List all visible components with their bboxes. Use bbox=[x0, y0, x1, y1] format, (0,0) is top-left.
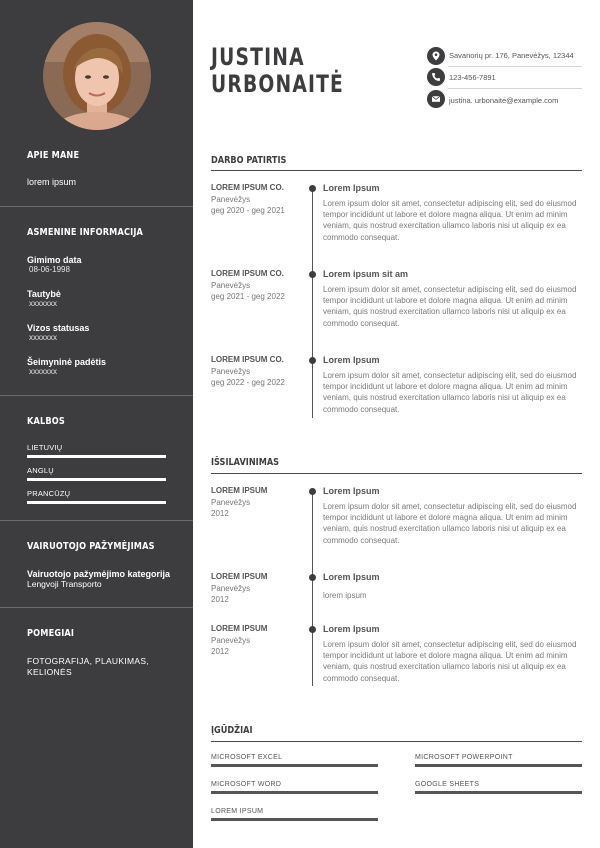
language-item bbox=[27, 466, 167, 481]
language-name: PRANCŪZŲ bbox=[27, 489, 71, 498]
entry-role: Lorem Ipsum bbox=[323, 183, 380, 193]
entry-org: LOREM IPSUM CO. bbox=[211, 269, 284, 278]
sidebar-divider bbox=[0, 206, 193, 207]
skill-name: MICROSOFT WORD bbox=[211, 781, 282, 788]
license-title: VAIRUOTOJO PAŽYMĖJIMAS bbox=[27, 541, 155, 552]
info-value: xxxxxxx bbox=[29, 299, 57, 308]
sidebar bbox=[0, 0, 193, 848]
entry-description: Lorem ipsum dolor sit amet, consectetur adipiscing elit, sed do eiusmod tempor incididunt ut labore et dolore magna aliqua. Ut enim ad minim veniam, quis nostrud exercitation ullamco laboris nisi ut aliquip ex ea commodo consequat. bbox=[323, 371, 577, 414]
info-item bbox=[27, 255, 167, 274]
phone-text: 123-456-7891 bbox=[449, 73, 496, 82]
contact-email bbox=[427, 90, 582, 112]
language-name: LIETUVIŲ bbox=[27, 443, 63, 452]
entry-role: Lorem Ipsum bbox=[323, 486, 380, 496]
contact-divider bbox=[448, 88, 582, 89]
skill-item bbox=[211, 808, 378, 821]
info-value: 08-06-1998 bbox=[29, 265, 70, 274]
language-item bbox=[27, 443, 167, 458]
skill-level-bar bbox=[415, 764, 582, 767]
entry-dates: 2012 bbox=[211, 647, 229, 656]
experience-timeline bbox=[312, 188, 313, 418]
timeline-dot bbox=[309, 271, 316, 278]
timeline-dot bbox=[309, 626, 316, 633]
language-level-bar bbox=[27, 478, 166, 481]
profile-photo bbox=[43, 22, 151, 130]
info-item bbox=[27, 357, 167, 376]
education-title: IŠSILAVINIMAS bbox=[211, 457, 280, 468]
skill-level-bar bbox=[211, 818, 378, 821]
skill-item bbox=[415, 754, 582, 767]
entry-city: Panevėžys bbox=[211, 281, 251, 290]
entry-city: Panevėžys bbox=[211, 195, 251, 204]
entry-dates: 2012 bbox=[211, 595, 229, 604]
timeline-dot bbox=[309, 357, 316, 364]
hobbies-title: POMĖGIAI bbox=[27, 628, 75, 639]
entry-description: Lorem ipsum dolor sit amet, consectetur adipiscing elit, sed do eiusmod tempor incididunt ut labore et dolore magna aliqua. Ut enim ad minim veniam, quis nostrud exercitation ullamco laboris nisi ut aliquip ex ea commodo consequat. bbox=[323, 199, 577, 242]
info-label: Gimimo data bbox=[27, 255, 82, 265]
about-title: APIE MANE bbox=[27, 150, 80, 161]
info-label: Šeimyninė padėtis bbox=[27, 357, 107, 367]
language-level-bar bbox=[27, 455, 166, 458]
entry-city: Panevėžys bbox=[211, 584, 251, 593]
entry-description: Lorem ipsum dolor sit amet, consectetur adipiscing elit, sed do eiusmod tempor incididunt ut labore et dolore magna aliqua. Ut enim ad minim veniam, quis nostrud exercitation ullamco laboris nisi ut aliquip ex ea commodo consequat. bbox=[323, 285, 577, 328]
sidebar-divider bbox=[0, 607, 193, 608]
experience-title: DARBO PATIRTIS bbox=[211, 155, 287, 166]
skill-name: LOREM IPSUM bbox=[211, 808, 264, 815]
sidebar-divider bbox=[0, 520, 193, 521]
entry-org: LOREM IPSUM CO. bbox=[211, 183, 284, 192]
skill-level-bar bbox=[211, 764, 378, 767]
address-text: Savanorių pr. 176, Panevėžys, 12344 bbox=[449, 51, 574, 60]
entry-description: Lorem ipsum dolor sit amet, consectetur adipiscing elit, sed do eiusmod tempor incididunt ut labore et dolore magna aliqua. Ut enim ad minim veniam, quis nostrud exercitation ullamco laboris nisi ut aliquip ex ea commodo consequat. bbox=[323, 640, 577, 683]
license-section bbox=[27, 541, 167, 552]
entry-role: Lorem Ipsum bbox=[323, 572, 380, 582]
entry-description: lorem ipsum bbox=[323, 591, 367, 600]
info-value: xxxxxxx bbox=[29, 333, 57, 342]
entry-description: Lorem ipsum dolor sit amet, consectetur adipiscing elit, sed do eiusmod tempor incididunt ut labore et dolore magna aliqua. Ut enim ad minim veniam, quis nostrud exercitation ullamco laboris nisi ut aliquip ex ea commodo consequat. bbox=[323, 502, 577, 545]
timeline-dot bbox=[309, 488, 316, 495]
skill-item bbox=[415, 781, 582, 794]
skill-name: GOOGLE SHEETS bbox=[415, 781, 480, 788]
license-label: Vairuotojo pažymėjimo kategorija bbox=[27, 569, 171, 579]
person-name bbox=[211, 44, 344, 98]
hobbies-line: KELIONĖS bbox=[27, 667, 72, 677]
skill-name: MICROSOFT POWERPOINT bbox=[415, 754, 513, 761]
entry-org: LOREM IPSUM bbox=[211, 624, 268, 633]
location-pin-icon bbox=[427, 47, 445, 65]
skill-name: MICROSOFT EXCEL bbox=[211, 754, 283, 761]
info-label: Vizos statusas bbox=[27, 323, 90, 333]
personal-info-title: ASMENINĖ INFORMACIJA bbox=[27, 227, 144, 238]
section-rule bbox=[211, 170, 582, 171]
last-name: URBONAITĖ bbox=[211, 70, 345, 98]
contact-divider bbox=[448, 66, 582, 67]
skill-item bbox=[211, 754, 378, 767]
education-timeline bbox=[312, 490, 313, 686]
entry-dates: 2012 bbox=[211, 509, 229, 518]
hobbies-section bbox=[27, 628, 167, 677]
entry-org: LOREM IPSUM bbox=[211, 486, 268, 495]
entry-org: LOREM IPSUM bbox=[211, 572, 268, 581]
timeline-dot bbox=[309, 574, 316, 581]
skill-level-bar bbox=[211, 791, 378, 794]
entry-role: Lorem Ipsum bbox=[323, 624, 380, 634]
entry-org: LOREM IPSUM CO. bbox=[211, 355, 284, 364]
contact-phone bbox=[427, 68, 582, 90]
sidebar-divider bbox=[0, 395, 193, 396]
skill-item bbox=[211, 781, 378, 794]
language-name: ANGLŲ bbox=[27, 466, 54, 475]
info-item bbox=[27, 323, 167, 342]
entry-dates: geg 2022 - geg 2022 bbox=[211, 378, 285, 387]
skill-level-bar bbox=[415, 791, 582, 794]
about-section bbox=[27, 150, 167, 187]
license-item bbox=[27, 569, 187, 589]
entry-city: Panevėžys bbox=[211, 636, 251, 645]
entry-dates: geg 2021 - geg 2022 bbox=[211, 292, 285, 301]
entry-role: Lorem Ipsum bbox=[323, 355, 380, 365]
entry-city: Panevėžys bbox=[211, 367, 251, 376]
info-label: Tautybė bbox=[27, 289, 61, 299]
entry-city: Panevėžys bbox=[211, 498, 251, 507]
license-value: Lengvoji Transporto bbox=[27, 579, 102, 589]
hobbies-line: FOTOGRAFIJA, PLAUKIMAS, bbox=[27, 656, 149, 666]
envelope-icon bbox=[427, 90, 445, 108]
languages-section bbox=[27, 416, 167, 427]
languages-title: KALBOS bbox=[27, 416, 65, 427]
entry-dates: geg 2020 - geg 2021 bbox=[211, 206, 285, 215]
timeline-dot bbox=[309, 185, 316, 192]
info-item bbox=[27, 289, 167, 308]
first-name: JUSTINA bbox=[211, 43, 305, 71]
language-level-bar bbox=[27, 501, 166, 504]
skills-title: ĮGŪDŽIAI bbox=[211, 725, 253, 736]
info-value: xxxxxxx bbox=[29, 367, 57, 376]
personal-info-section bbox=[27, 227, 167, 238]
phone-icon bbox=[427, 68, 445, 86]
section-rule bbox=[211, 741, 582, 742]
about-text: lorem ipsum bbox=[27, 177, 77, 187]
language-item bbox=[27, 489, 167, 504]
email-text: justina. urbonaitė@example.com bbox=[449, 96, 559, 105]
entry-role: Lorem ipsum sit am bbox=[323, 269, 409, 279]
section-rule bbox=[211, 473, 582, 474]
